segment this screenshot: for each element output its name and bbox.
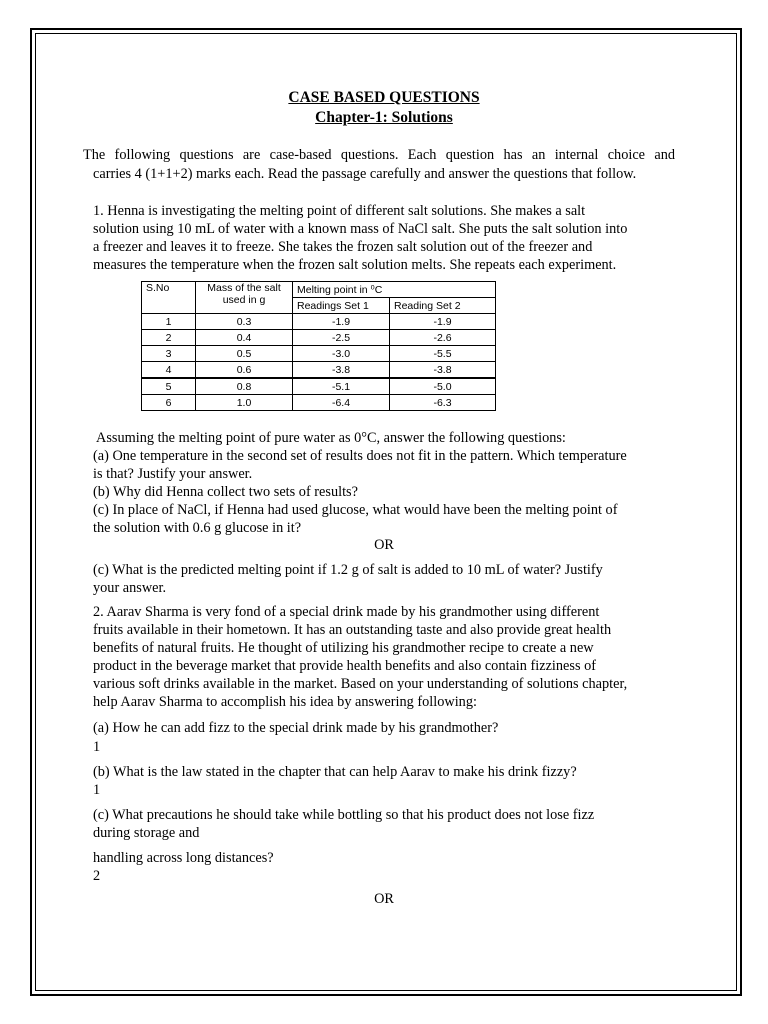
q2-or: OR	[374, 891, 394, 907]
table-header-set2: Reading Set 2	[390, 298, 496, 314]
cell-set1: -2.5	[293, 330, 390, 346]
cell-set1: -3.0	[293, 346, 390, 362]
table-row	[142, 330, 496, 346]
cell-set2: -2.6	[390, 330, 496, 346]
q2-passage-line: benefits of natural fruits. He thought of utilizing his grandmother recipe to create a new	[93, 640, 594, 656]
q2-part-c-cont2: handling across long distances?	[93, 850, 274, 866]
cell-mass: 0.3	[196, 314, 293, 330]
q2-passage-line: fruits available in their hometown. It has an outstanding taste and also provide great health	[93, 622, 612, 638]
table-header-sno: S.No	[142, 282, 196, 314]
q2-part-b: (b) What is the law stated in the chapter that can help Aarav to make his drink fizzy?	[93, 764, 577, 780]
q1-part-a: (a) One temperature in the second set of results does not fit in the pattern. Which temperature	[93, 448, 627, 464]
cell-sno: 1	[142, 314, 196, 330]
cell-set2: -5.5	[390, 346, 496, 362]
q2-part-b-marks: 1	[93, 782, 101, 798]
q2-part-c: (c) What precautions he should take while bottling so that his product does not lose fizz	[93, 807, 595, 823]
cell-mass: 0.4	[196, 330, 293, 346]
table-header-mass-line2: used in g	[222, 294, 266, 306]
q2-passage-line: help Aarav Sharma to accomplish his idea by answering following:	[93, 694, 477, 710]
q1-passage-line: a freezer and leaves it to freeze. She takes the frozen salt solution out of the freezer and	[93, 239, 593, 255]
table-header-set1: Readings Set 1	[293, 298, 390, 314]
cell-set1: -3.8	[293, 362, 390, 379]
table-row	[142, 314, 496, 330]
cell-mass: 0.5	[196, 346, 293, 362]
table-header-mass-line1: Mass of the salt	[207, 282, 281, 294]
q1-passage-line: 1. Henna is investigating the melting point of different salt solutions. She makes a salt	[93, 203, 586, 219]
cell-set2: -3.8	[390, 362, 496, 379]
q2-passage-line: various soft drinks available in the market. Based on your understanding of solutions chapter,	[93, 676, 628, 692]
table-header-melting-point: Melting point in ⁰C	[293, 282, 496, 298]
q1-passage-line: measures the temperature when the frozen salt solution melts. She repeats each experiment.	[93, 257, 617, 273]
q2-part-a-marks: 1	[93, 739, 101, 755]
cell-set2: -6.3	[390, 395, 496, 411]
q1-part-c-alt: (c) What is the predicted melting point if 1.2 g of salt is added to 10 mL of water? Justify	[93, 562, 603, 578]
q1-or: OR	[374, 537, 394, 553]
table-row	[142, 378, 496, 395]
document-title: CASE BASED QUESTIONS	[288, 89, 480, 106]
q1-part-c-cont: the solution with 0.6 g glucose in it?	[93, 520, 302, 536]
cell-sno: 6	[142, 395, 196, 411]
cell-sno: 2	[142, 330, 196, 346]
table-header-mass	[196, 282, 293, 314]
q2-part-c-marks: 2	[93, 868, 101, 884]
q1-passage-line: solution using 10 mL of water with a known mass of NaCl salt. She puts the salt solution into	[93, 221, 628, 237]
q1-part-c: (c) In place of NaCl, if Henna had used glucose, what would have been the melting point of	[93, 502, 618, 518]
cell-mass: 0.6	[196, 362, 293, 379]
q2-part-a: (a) How he can add fizz to the special drink made by his grandmother?	[93, 720, 499, 736]
q1-assumption: Assuming the melting point of pure water as 0°C, answer the following questions:	[96, 430, 566, 446]
table-row	[142, 395, 496, 411]
cell-set1: -1.9	[293, 314, 390, 330]
cell-sno: 4	[142, 362, 196, 379]
cell-set1: -5.1	[293, 378, 390, 395]
intro-line-1: The following questions are case-based questions. Each question has an internal choice and	[83, 147, 675, 163]
q1-part-c-alt-cont: your answer.	[93, 580, 167, 596]
q2-part-c-cont: during storage and	[93, 825, 200, 841]
cell-mass: 1.0	[196, 395, 293, 411]
table-row	[142, 362, 496, 379]
q1-part-a-cont: is that? Justify your answer.	[93, 466, 253, 482]
chapter-title: Chapter-1: Solutions	[315, 109, 453, 126]
q1-part-b: (b) Why did Henna collect two sets of results?	[93, 484, 358, 500]
cell-set2: -1.9	[390, 314, 496, 330]
table-row	[142, 346, 496, 362]
cell-set2: -5.0	[390, 378, 496, 395]
cell-sno: 3	[142, 346, 196, 362]
cell-set1: -6.4	[293, 395, 390, 411]
q2-passage-line: 2. Aarav Sharma is very fond of a special drink made by his grandmother using different	[93, 604, 600, 620]
melting-point-table	[141, 281, 496, 411]
cell-mass: 0.8	[196, 378, 293, 395]
cell-sno: 5	[142, 378, 196, 395]
q2-passage-line: product in the beverage market that provide health benefits and also contain fizziness of	[93, 658, 596, 674]
intro-line-2: carries 4 (1+1+2) marks each. Read the passage carefully and answer the questions that follow.	[93, 166, 637, 182]
